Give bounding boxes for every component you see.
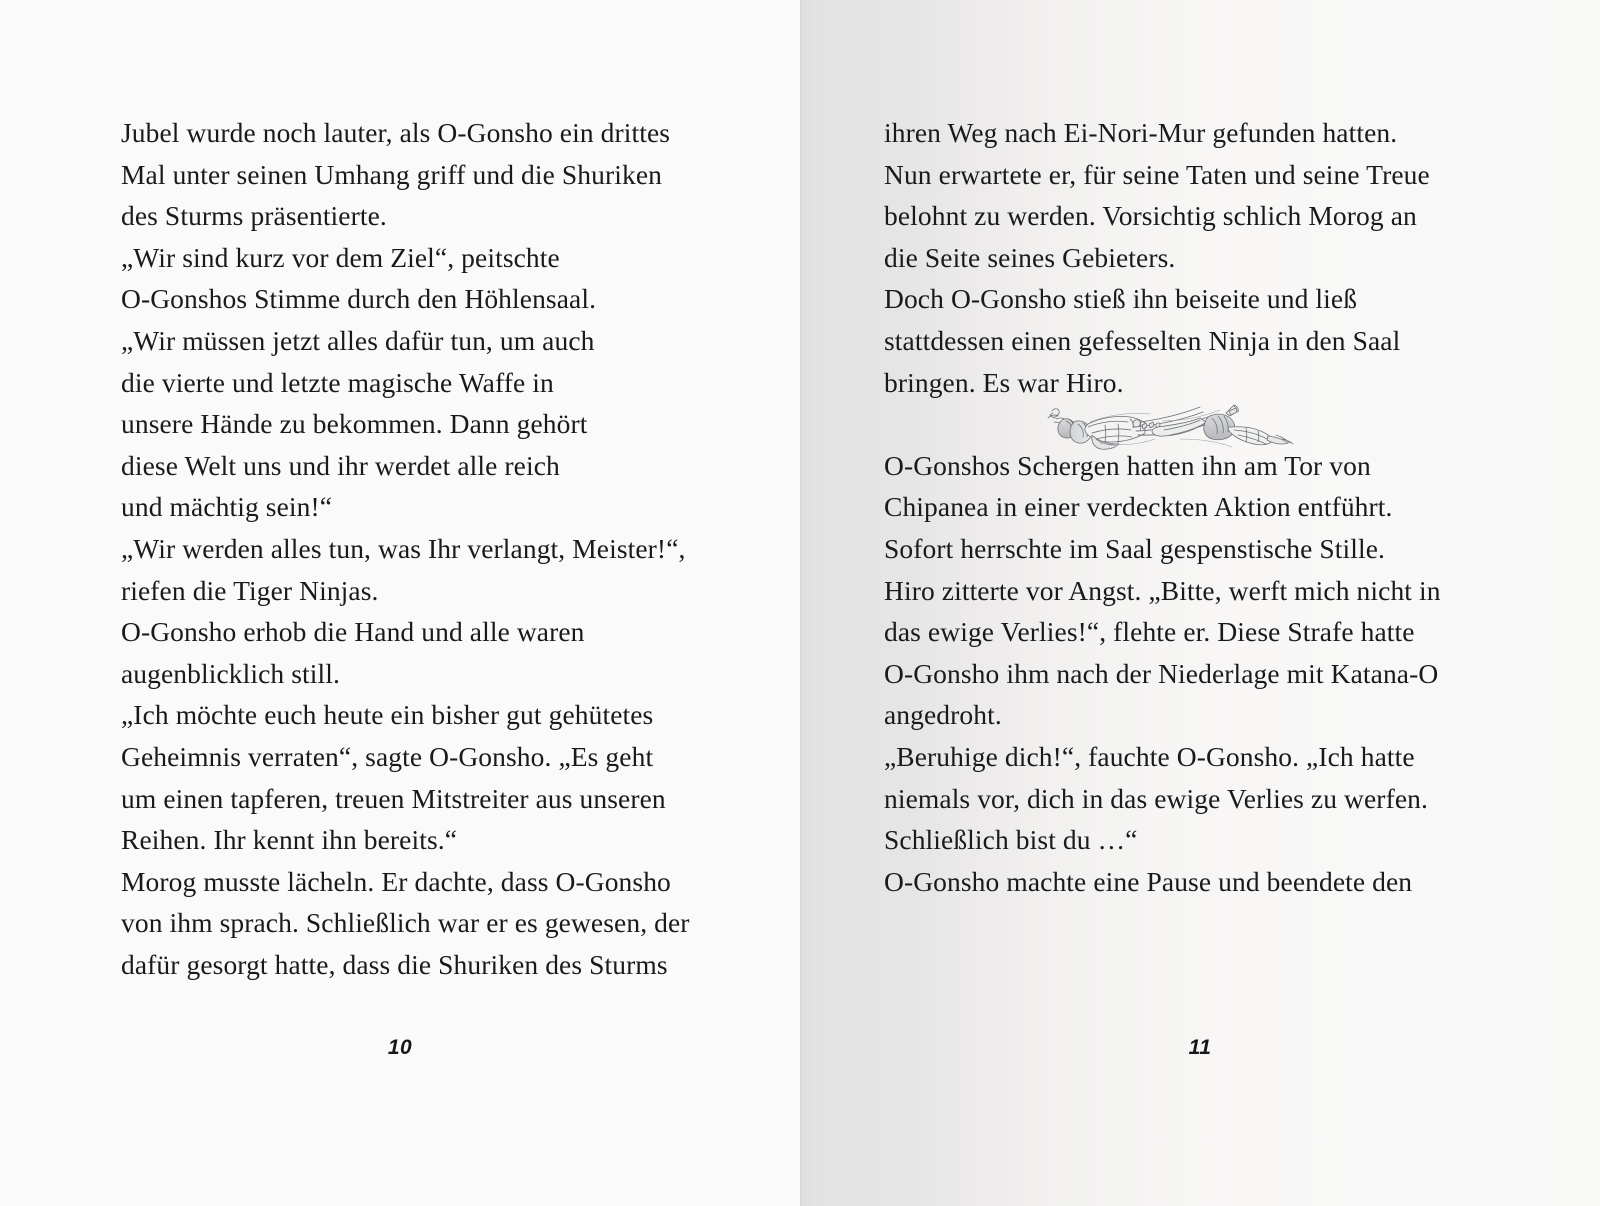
body-text-line: Reihen. Ihr kennt ihn bereits.“	[121, 824, 458, 856]
body-text-line: O-Gonshos Stimme durch den Höhlensaal.	[121, 283, 597, 315]
body-text-line: Geheimnis verraten“, sagte O-Gonsho. „Es geht	[121, 740, 654, 772]
right-page-text-column	[884, 112, 1484, 902]
body-text-line: Morog musste lächeln. Er dachte, dass O-Gonsho	[121, 865, 671, 897]
body-text-line: O-Gonshos Schergen hatten ihn am Tor von	[884, 449, 1371, 481]
page-right-recto	[800, 0, 1600, 1206]
body-text-line: „Wir werden alles tun, was Ihr verlangt, Meister!“,	[121, 532, 686, 564]
left-page-text-column	[121, 112, 721, 985]
body-text-line: von ihm sprach. Schließlich war er es gewesen, der	[121, 907, 690, 939]
body-text-line: unsere Hände zu bekommen. Dann gehört	[121, 408, 588, 440]
body-text-line: „Beruhige dich!“, fauchte O-Gonsho. „Ich hatte	[884, 740, 1415, 772]
right-page-paragraph-block-top	[884, 112, 1484, 403]
body-text-line: stattdessen einen gefesselten Ninja in den Saal	[884, 324, 1401, 356]
body-text-line: augenblicklich still.	[121, 657, 340, 689]
body-text-line: „Ich möchte euch heute ein bisher gut gehütetes	[121, 699, 654, 731]
page-number-right: 11	[1188, 1036, 1212, 1059]
body-text-line: die Seite seines Gebieters.	[884, 241, 1176, 273]
body-text-line: Hiro zitterte vor Angst. „Bitte, werft mich nicht in	[884, 574, 1441, 606]
illustration-spacer	[884, 403, 1484, 445]
body-text-line: und mächtig sein!“	[121, 491, 333, 523]
body-text-line: die vierte und letzte magische Waffe in	[121, 366, 554, 398]
body-text-line: Chipanea in einer verdeckten Aktion entführt.	[884, 491, 1393, 523]
body-text-line: „Wir müssen jetzt alles dafür tun, um auch	[121, 324, 595, 356]
right-page-paragraph-block-bottom	[884, 445, 1484, 903]
body-text-line: Jubel wurde noch lauter, als O-Gonsho ein drittes	[121, 117, 671, 148]
body-text-line: ihren Weg nach Ei-Nori-Mur gefunden hatten.	[884, 117, 1398, 148]
body-text-line: Doch O-Gonsho stieß ihn beiseite und ließ	[884, 283, 1358, 315]
body-text-line: O-Gonsho ihm nach der Niederlage mit Katana-O	[884, 657, 1439, 689]
body-text-line: dafür gesorgt hatte, dass die Shuriken des Sturms	[121, 948, 668, 980]
body-text-line: angedroht.	[884, 699, 1002, 731]
bound-ninja-sketch-illustration	[1030, 391, 1300, 453]
body-text-line: niemals vor, dich in das ewige Verlies zu werfen.	[884, 782, 1428, 814]
body-text-line: riefen die Tiger Ninjas.	[121, 574, 379, 606]
body-text-line: Schließlich bist du …“	[884, 824, 1138, 856]
body-text-line: um einen tapferen, treuen Mitstreiter aus unseren	[121, 782, 666, 814]
body-text-line: des Sturms präsentierte.	[121, 200, 387, 232]
body-text-line: O-Gonsho machte eine Pause und beendete den	[884, 865, 1413, 897]
body-text-line: das ewige Verlies!“, flehte er. Diese Strafe hatte	[884, 616, 1415, 648]
body-text-line: Mal unter seinen Umhang griff und die Shuriken	[121, 158, 662, 190]
page-number-left: 10	[387, 1036, 413, 1059]
body-text-line: „Wir sind kurz vor dem Ziel“, peitschte	[121, 241, 560, 273]
body-text-line: O-Gonsho erhob die Hand und alle waren	[121, 616, 585, 648]
body-text-line: diese Welt uns und ihr werdet alle reich	[121, 449, 560, 481]
body-text-line: Nun erwartete er, für seine Taten und seine Treue	[884, 158, 1430, 190]
body-text-line: belohnt zu werden. Vorsichtig schlich Morog an	[884, 200, 1417, 232]
body-text-line: Sofort herrschte im Saal gespenstische Stille.	[884, 532, 1386, 564]
body-text-line: bringen. Es war Hiro.	[884, 366, 1124, 398]
